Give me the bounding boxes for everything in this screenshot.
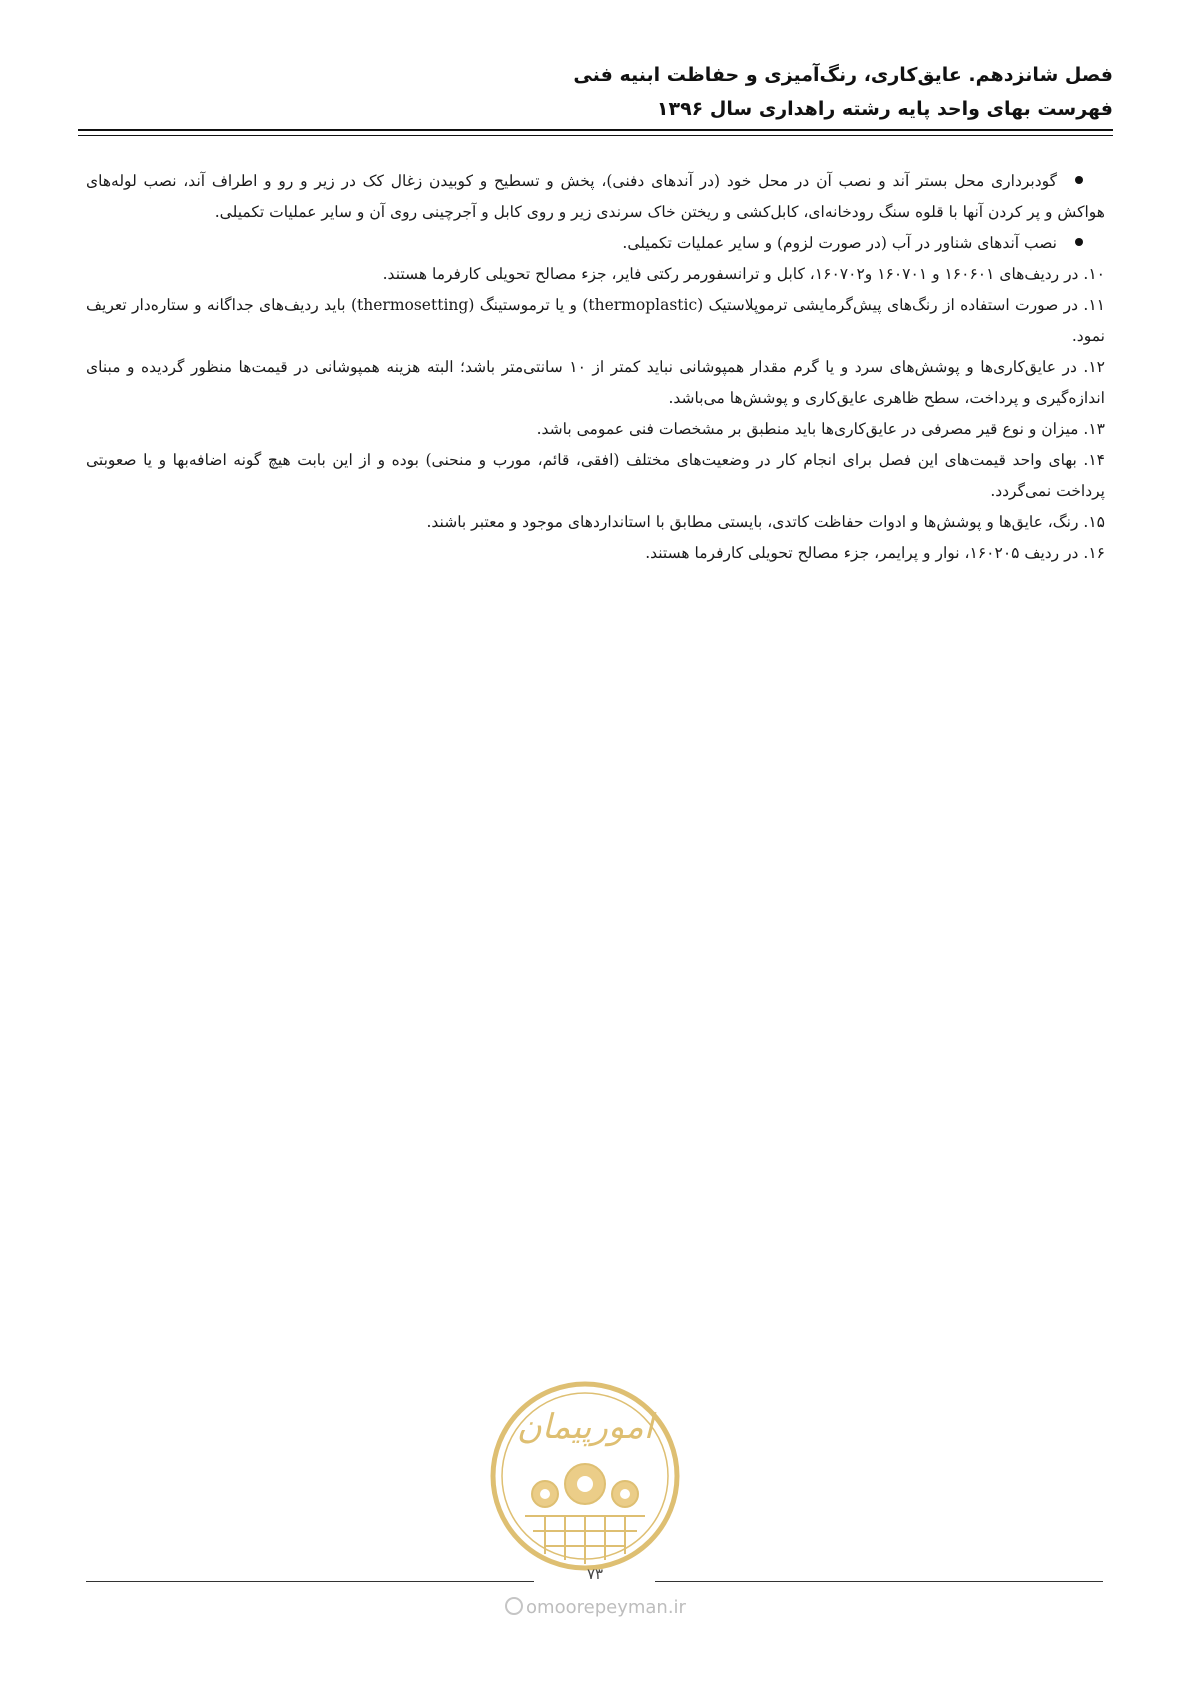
bullet-icon [1075,176,1083,184]
chapter-title: فصل شانزدهم. عایق‌کاری، رنگ‌آمیزی و حفاظت ابنیه فنی [573,64,1113,86]
at-sign-icon [505,1597,523,1615]
note-item-10: ۱۰. در ردیف‌های ۱۶۰۶۰۱ و ۱۶۰۷۰۱ و۱۶۰۷۰۲، کابل و ترانسفورمر رکتی فایر، جزء مصالح تحویلی کارفرما هستند. [382,265,1105,283]
bullet-icon [1075,238,1083,246]
price-list-title: فهرست بهای واحد پایه رشته راهداری سال ۱۳۹۶ [656,98,1113,120]
bullet-item: نصب آندهای شناور در آب (در صورت لزوم) و سایر عملیات تکمیلی. [86,228,1105,259]
note-item-16: ۱۶. در ردیف ۱۶۰۲۰۵، نوار و پرایمر، جزء مصالح تحویلی کارفرما هستند. [645,544,1105,562]
note-item-12: ۱۲. در عایق‌کاری‌ها و پوشش‌های سرد و یا گرم مقدار همپوشانی نباید کمتر از ۱۰ سانتی‌متر باشد؛ البته هزینه همپوشانی در قیمت‌ها منظور گردیده و مبنای اندازه‌گیری و پرداخت، سطح ظاهری عایق‌کاری و پوشش‌ها می‌باشد. [86,358,1106,407]
note-item-13: ۱۳. میزان و نوع قیر مصرفی در عایق‌کاری‌ها باید منطبق بر مشخصات فنی عمومی باشد. [536,420,1105,438]
omoor-peyman-logo-icon [485,1376,685,1576]
header-divider [78,129,1113,136]
note-item-14: ۱۴. بهای واحد قیمت‌های این فصل برای انجام کار در وضعیت‌های مختلف (افقی، قائم، مورب و منحنی) بوده و از این بابت هیچ گونه اضافه‌بها و یا صعوبتی پرداخت نمی‌گردد. [86,451,1105,500]
bullet-item: گودبرداری محل بستر آند و نصب آن در محل خود (در آندهای دفنی)، پخش و تسطیح و کوبیدن زغال کک در زیر و رو و اطراف آند، نصب لوله‌های هواکش و پر کردن آنها با قلوه سنگ رودخانه‌ای، کابل‌کشی و ریختن خاک سرندی زیر و روی کابل و آجرچینی روی آن و سایر عملیات تکمیلی. [86,172,1105,221]
logo-script: امورپیمان [516,1407,654,1447]
watermark [0,1597,1191,1618]
note-item-11: ۱۱. در صورت استفاده از رنگ‌های پیش‌گرمایشی ترموپلاستیک (thermoplastic) و یا ترموستینگ (thermosetting) باید ردیف‌های جداگانه و ستاره‌دار تعریف نمود. [86,296,1105,345]
watermark-text: omoorepeyman.ir [526,1597,686,1618]
notes-body [86,166,1105,569]
note-item-15: ۱۵. رنگ، عایق‌ها و پوشش‌ها و ادوات حفاظت کاتدی، بایستی مطابق با استانداردهای موجود و معتبر باشند. [426,513,1105,531]
footer-divider-right [655,1581,1103,1582]
footer-divider-left [86,1581,534,1582]
page-header [78,58,1113,126]
page-number: ۷۳ [586,1565,604,1583]
